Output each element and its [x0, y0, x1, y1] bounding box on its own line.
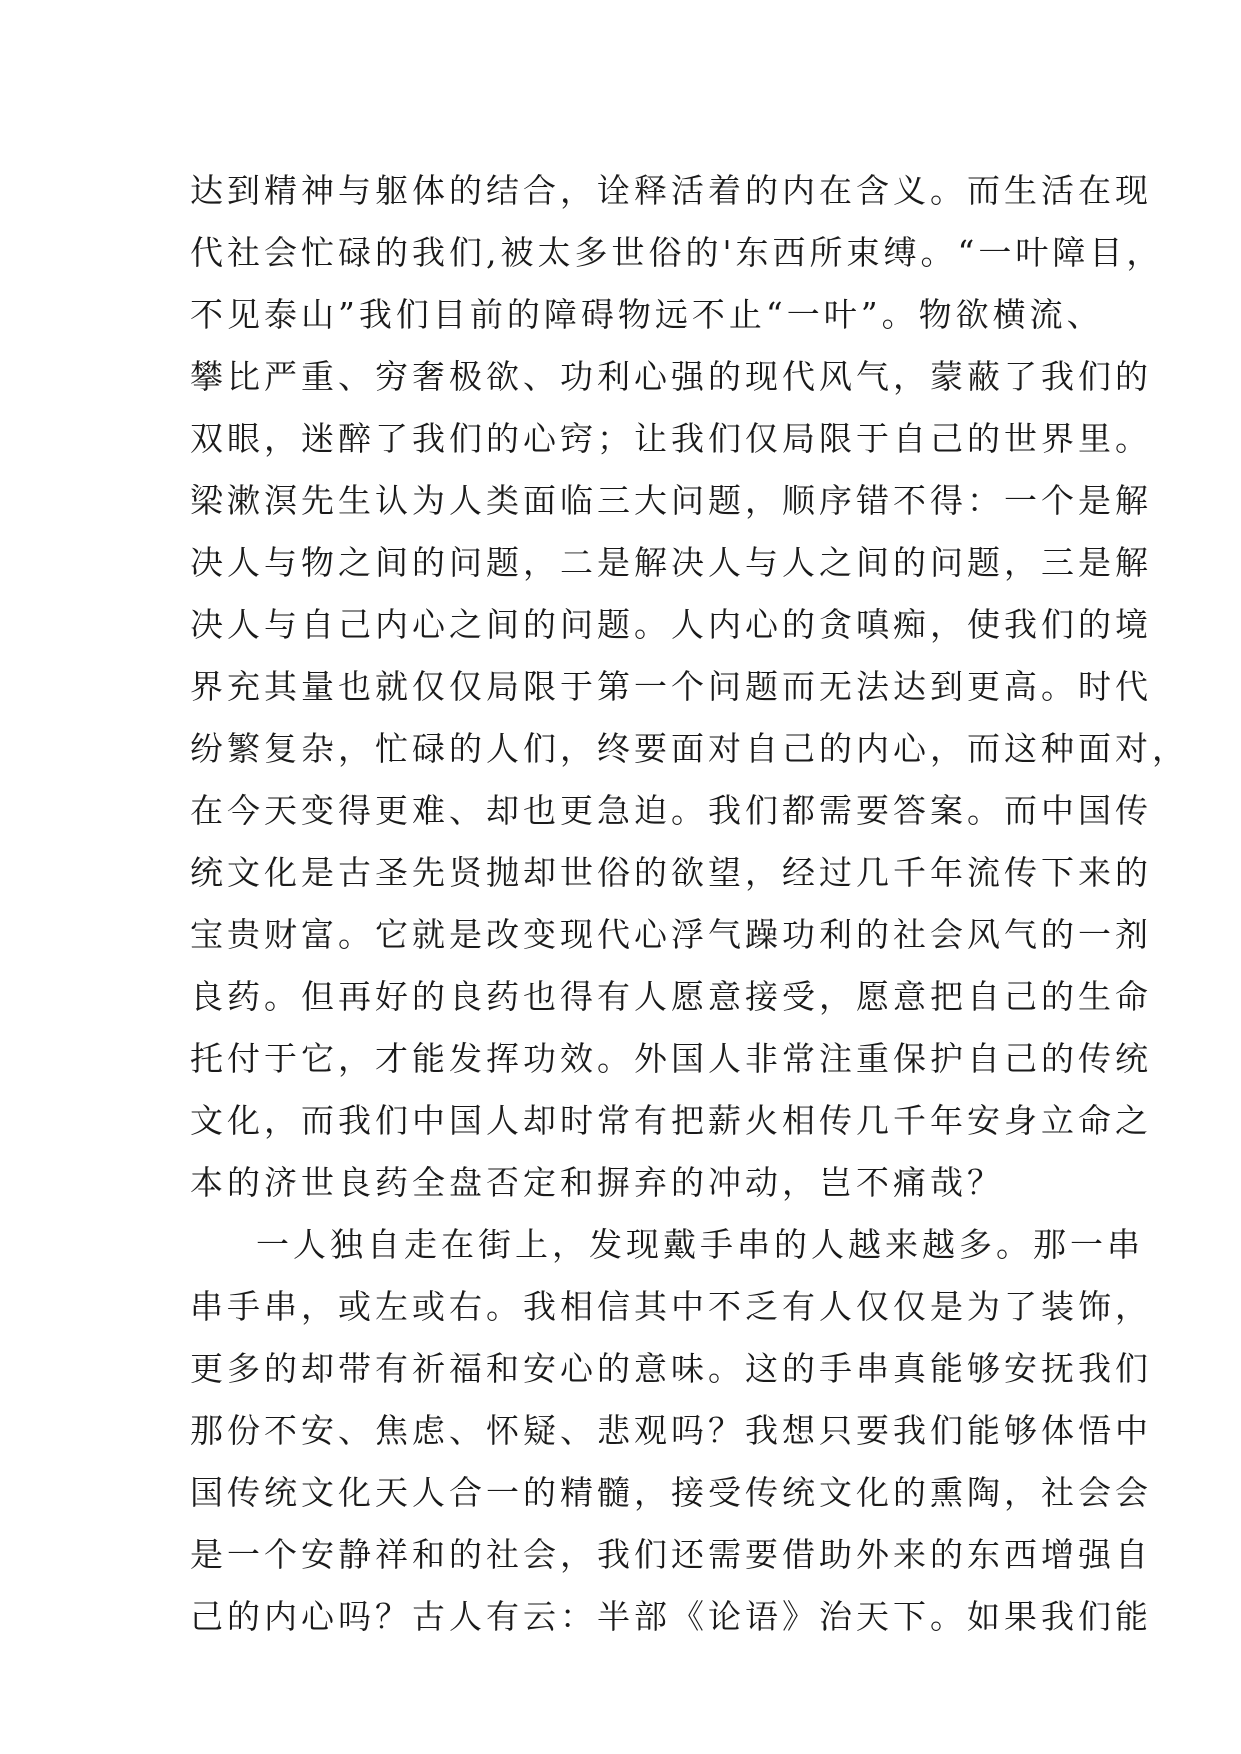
- text-line: 良药。但再好的良药也得有人愿意接受，愿意把自己的生命: [190, 977, 1152, 1016]
- text-line: 是一个安静祥和的社会，我们还需要借助外来的东西增强自: [190, 1535, 1152, 1574]
- text-line: 串手串，或左或右。我相信其中不乏有人仅仅是为了装饰，: [190, 1287, 1152, 1326]
- text-line: 宝贵财富。它就是改变现代心浮气躁功利的社会风气的一剂: [190, 915, 1152, 954]
- text-line: 己的内心吗？古人有云：半部《论语》治天下。如果我们能: [190, 1597, 1152, 1636]
- text-line: 纷繁复杂，忙碌的人们，终要面对自己的内心，而这种面对，: [190, 729, 1189, 768]
- body-text: [190, 160, 1189, 1648]
- text-line: 梁漱溟先生认为人类面临三大问题，顺序错不得：一个是解: [190, 481, 1152, 520]
- text-line: 不见泰山”我们目前的障碍物远不止“一叶”。物欲横流、: [190, 295, 1104, 334]
- text-line: 在今天变得更难、却也更急迫。我们都需要答案。而中国传: [190, 791, 1152, 830]
- text-line: 决人与物之间的问题，二是解决人与人之间的问题，三是解: [190, 543, 1152, 582]
- text-line: 决人与自己内心之间的问题。人内心的贪嗔痴，使我们的境: [190, 605, 1152, 644]
- text-line: 文化，而我们中国人却时常有把薪火相传几千年安身立命之: [190, 1101, 1152, 1140]
- text-line: 国传统文化天人合一的精髓，接受传统文化的熏陶，社会会: [190, 1473, 1152, 1512]
- text-line: 本的济世良药全盘否定和摒弃的冲动，岂不痛哉？: [190, 1163, 1004, 1202]
- text-line: 统文化是古圣先贤抛却世俗的欲望，经过几千年流传下来的: [190, 853, 1152, 892]
- text-line: 双眼，迷醉了我们的心窍；让我们仅局限于自己的世界里。: [190, 419, 1152, 458]
- text-line: 更多的却带有祈福和安心的意味。这的手串真能够安抚我们: [190, 1349, 1152, 1388]
- text-line: 达到精神与躯体的结合，诠释活着的内在含义。而生活在现: [190, 171, 1152, 210]
- text-line: 界充其量也就仅仅局限于第一个问题而无法达到更高。时代: [190, 667, 1152, 706]
- text-line: 托付于它，才能发挥功效。外国人非常注重保护自己的传统: [190, 1039, 1152, 1078]
- text-line: 代社会忙碌的我们,被太多世俗的'东西所束缚。“一叶障目，: [190, 233, 1164, 272]
- paragraph-start-line: 一人独自走在街上，发现戴手串的人越来越多。那一串: [256, 1225, 1144, 1264]
- text-line: 那份不安、焦虑、怀疑、悲观吗？我想只要我们能够体悟中: [190, 1411, 1152, 1450]
- text-line: 攀比严重、穷奢极欲、功利心强的现代风气，蒙蔽了我们的: [190, 357, 1152, 396]
